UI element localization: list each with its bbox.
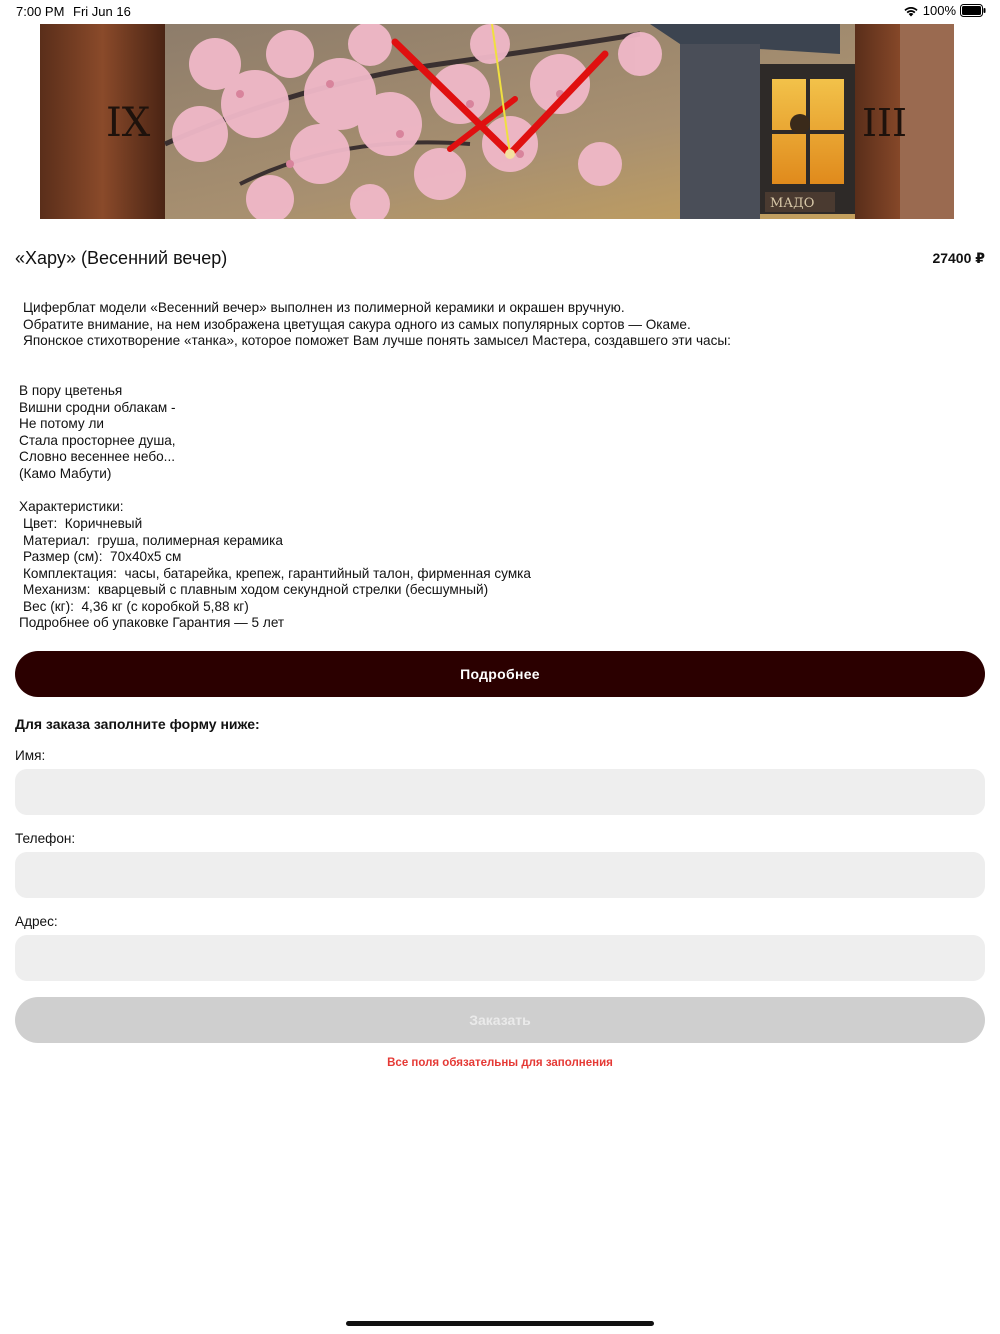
phone-input[interactable] xyxy=(15,852,985,898)
address-input[interactable] xyxy=(15,935,985,981)
product-image xyxy=(40,24,954,219)
more-details-button[interactable]: Подробнее xyxy=(15,651,985,697)
product-description: Циферблат модели «Весенний вечер» выполнен из полимерной керамики и окрашен вручную. Обратите внимание, на нем изображена цветущая сакура одного из самых популярных сортов — Окаме. Японское стихотворение «танка», которое поможет Вам лучше понять замысел Мастера, создавшего эти часы: xyxy=(23,300,731,349)
specs-heading: Характеристики: xyxy=(19,499,124,514)
name-input[interactable] xyxy=(15,769,985,815)
status-bar xyxy=(0,0,1000,24)
status-date: Fri Jun 16 xyxy=(73,4,131,19)
battery-icon xyxy=(960,4,986,17)
product-title: «Хару» (Весенний вечер) xyxy=(15,248,228,268)
order-button[interactable]: Заказать xyxy=(15,997,985,1043)
status-indicators xyxy=(903,3,986,18)
phone-label: Телефон: xyxy=(15,831,76,846)
hero-brand-label: МАДО xyxy=(770,196,815,211)
status-time: 7:00 PM xyxy=(16,4,65,19)
address-label: Адрес: xyxy=(15,914,58,929)
order-form-heading: Для заказа заполните форму ниже: xyxy=(15,716,260,732)
svg-text:III: III xyxy=(862,101,908,145)
wifi-icon xyxy=(903,5,919,17)
battery-percent: 100% xyxy=(922,3,956,18)
name-label: Имя: xyxy=(15,748,46,763)
home-indicator[interactable] xyxy=(346,1321,654,1326)
product-price: 27400 ₽ xyxy=(932,250,985,266)
required-fields-note: Все поля обязательны для заполнения xyxy=(387,1057,613,1069)
svg-text:IX: IX xyxy=(106,100,151,146)
specs-list: Цвет: Коричневый Материал: груша, полимерная керамика Размер (см): 70x40x5 см Комплектация: часы, батарейка, крепеж, гарантийный талон, фирменная сумка Механизм: кварцевый с плавным ходом секундной стрелки (бесшумный) Вес (кг): 4,36 кг (с коробкой 5,88 кг) xyxy=(23,516,531,614)
specs-tail: Подробнее об упаковке Гарантия — 5 лет xyxy=(19,615,285,630)
product-poem: В пору цветенья Вишни сродни облакам - Не потому ли Стала просторнее душа, Словно весеннее небо... (Камо Мабути) xyxy=(19,383,176,481)
